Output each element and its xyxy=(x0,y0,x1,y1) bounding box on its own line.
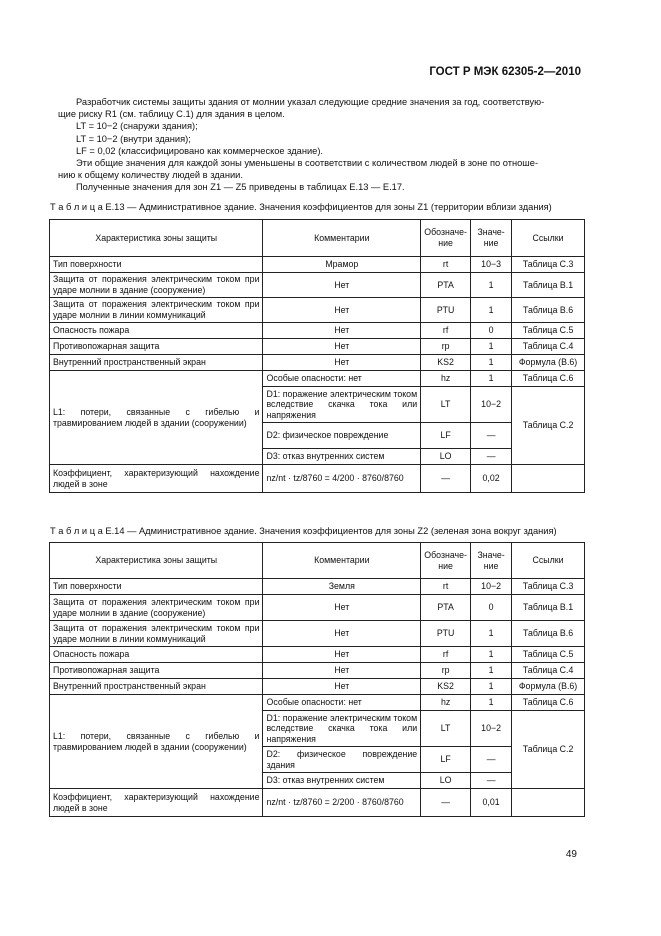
table-row: Тип поверхности Мрамор rt 10−3 Таблица С.3 xyxy=(50,257,585,273)
table-row: Коэффициент, характеризующий нахождение людей в зоне nz/nt · tz/8760 = 2/200 · 8760/8760 — 0,01 xyxy=(50,789,585,817)
table-row: Защита от поражения электрическим током при ударе молнии в линии коммуникаций Нет PTU 1 Таблица В.6 xyxy=(50,298,585,323)
table-e14-caption: Т а б л и ц а Е.14 — Административное здание. Значения коэффициентов для зоны Z2 (зеленая зона вокруг здания) xyxy=(50,526,557,536)
table-row: Коэффициент, характеризующий нахождение людей в зоне nz/nt · tz/8760 = 4/200 · 8760/8760 — 0,02 xyxy=(50,465,585,493)
table-row: D2: физическое повреждение здания LF — xyxy=(50,747,585,773)
intro-line-5: Полученные значения для зон Z1 — Z5 приведены в таблицах Е.13 — Е.17. xyxy=(76,182,405,193)
header-cell: Значе-ние xyxy=(471,220,512,257)
loss-label: L1: потери, связанные с гибелью и травмированием людей в здании (сооружении) xyxy=(50,695,263,789)
table-row: Тип поверхности Земля rt 10−2 Таблица С.3 xyxy=(50,579,585,595)
table-row: Защита от поражения электрическим током при ударе молнии в здание (сооружение) Нет PTA 1 Таблица В.1 xyxy=(50,273,585,298)
header-cell: Характеристика зоны защиты xyxy=(50,220,263,257)
intro-lt-inside: LT = 10−2 (внутри здания); xyxy=(76,133,191,144)
header-cell: Обозначе-ние xyxy=(421,543,471,579)
table-row: L1: потери, связанные с гибелью и травмированием людей в здании (сооружении) Особые опасности: нет hz 1 Таблица С.6 xyxy=(50,695,585,711)
table-e13 xyxy=(49,219,585,493)
table-row: D3: отказ внутренних систем LO — xyxy=(50,449,585,465)
header-cell: Характеристика зоны защиты xyxy=(50,543,263,579)
table-row: Внутренний пространственный экран Нет KS2 1 Формула (В.6) xyxy=(50,679,585,695)
table-row: D2: физическое повреждение LF — xyxy=(50,423,585,449)
table-row: Опасность пожара Нет rf 0 Таблица С.5 xyxy=(50,323,585,339)
document-header: ГОСТ Р МЭК 62305-2—2010 xyxy=(429,66,581,78)
intro-line-1: Разработчик системы защиты здания от молнии указал следующие средние значения за год, соответствую- xyxy=(76,97,545,107)
header-cell: Ссылки xyxy=(512,543,585,579)
header-cell: Значе-ние xyxy=(471,543,512,579)
intro-text xyxy=(58,96,583,194)
table-row: Опасность пожара Нет rf 1 Таблица С.5 xyxy=(50,647,585,663)
loss-label: L1: потери, связанные с гибелью и травмированием людей в здании (сооружении) xyxy=(50,371,263,465)
loss-reference: Таблица С.2 xyxy=(512,711,585,789)
page-number: 49 xyxy=(565,849,577,860)
table-e14 xyxy=(49,542,585,817)
header-cell: Комментарии xyxy=(263,220,421,257)
header-cell: Обозначе-ние xyxy=(421,220,471,257)
intro-lt-outside: LT = 10−2 (снаружи здания); xyxy=(76,121,198,132)
intro-line-3: Эти общие значения для каждой зоны уменьшены в соответствии с количеством людей в зоне по отноше- xyxy=(76,158,539,169)
table-row: Защита от поражения электрическим током при ударе молнии в здание (сооружение) Нет PTA 0 Таблица В.1 xyxy=(50,595,585,621)
table-row: Противопожарная защита Нет rp 1 Таблица С.4 xyxy=(50,339,585,355)
table-row: D1: поражение электрическим током вследствие скачка тока или напряжения LT 10−2 Таблица С.2 xyxy=(50,711,585,747)
table-row: L1: потери, связанные с гибелью и травмированием людей в здании (сооружении) Особые опасности: нет hz 1 Таблица С.6 xyxy=(50,371,585,387)
intro-lf: LF = 0,02 (классифицировано как коммерческое здание). xyxy=(76,145,324,156)
intro-line-4: нию к общему количеству людей в здании. xyxy=(58,170,243,181)
intro-line-2: щие риску R1 (см. таблицу С.1) для здания в целом. xyxy=(58,109,285,120)
table-row: Внутренний пространственный экран Нет KS2 1 Формула (В.6) xyxy=(50,355,585,371)
header-cell: Комментарии xyxy=(263,543,421,579)
table-row: D3: отказ внутренних систем LO — xyxy=(50,773,585,789)
table-row: Защита от поражения электрическим током при ударе молнии в линии коммуникаций Нет PTU 1 Таблица В.6 xyxy=(50,621,585,647)
header-cell: Ссылки xyxy=(512,220,585,257)
loss-reference: Таблица С.2 xyxy=(512,387,585,465)
table-row: Противопожарная защита Нет rp 1 Таблица С.4 xyxy=(50,663,585,679)
table-e13-caption: Т а б л и ц а Е.13 — Административное здание. Значения коэффициентов для зоны Z1 (территории вблизи здания) xyxy=(50,202,552,212)
table-row: D1: поражение электрическим током вследствие скачка тока или напряжения LT 10−2 Таблица С.2 xyxy=(50,387,585,423)
